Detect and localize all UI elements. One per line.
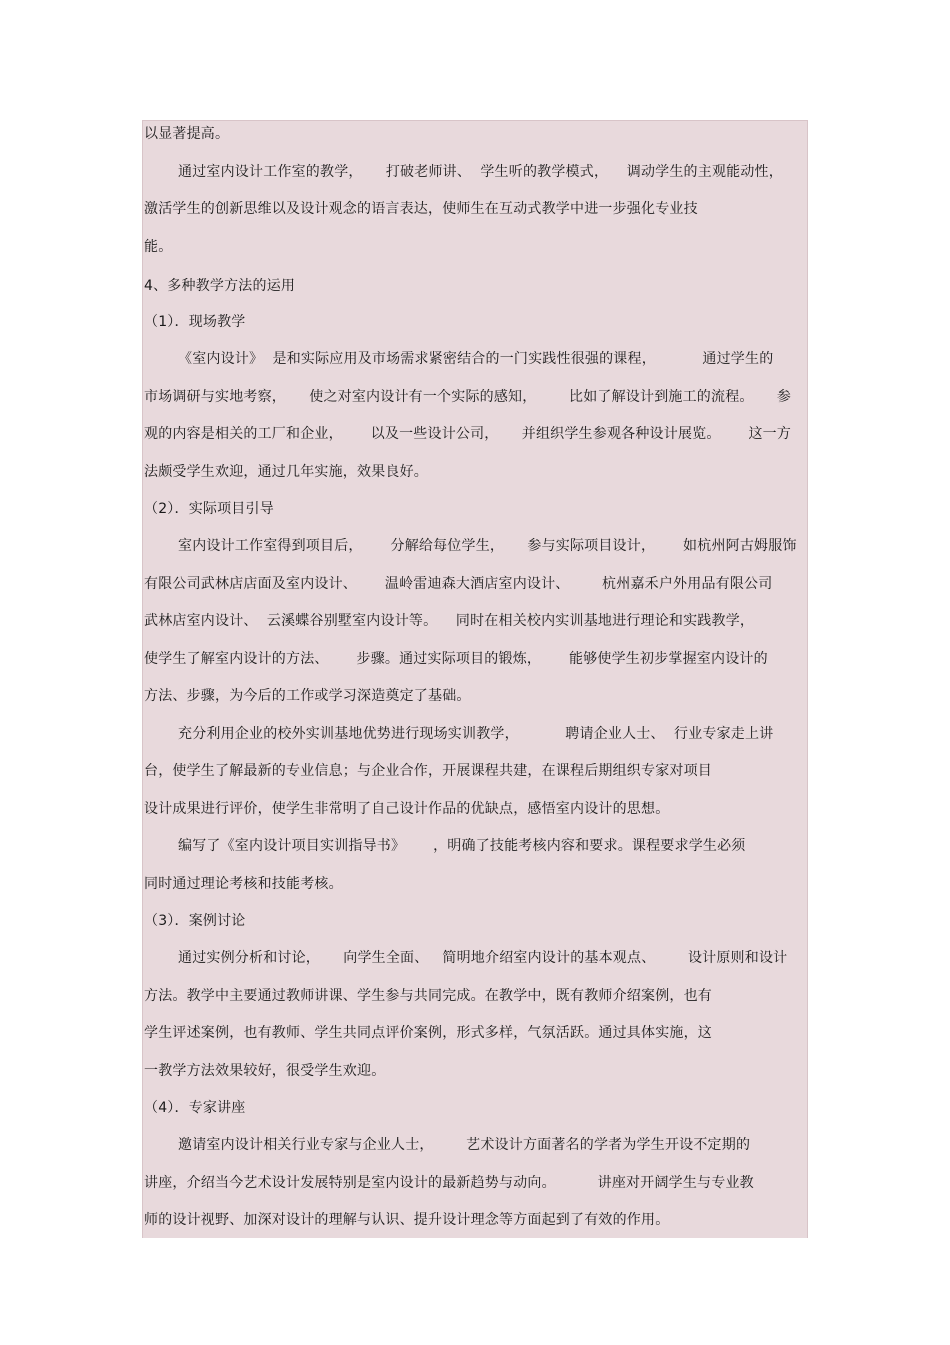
text-line: 学生评述案例，也有教师、学生共同点评价案例，形式多样，气氛活跃。通过具体实施，这 — [144, 1025, 712, 1041]
text-line: 法颇受学生欢迎，通过几年实施，效果良好。 — [144, 464, 428, 480]
text-line: （1）．现场教学 — [144, 314, 246, 330]
text-line: （2）．实际项目引导 — [144, 501, 274, 517]
text-line: 同时通过理论考核和技能考核。 — [144, 876, 343, 892]
text-line: 一教学方法效果较好，很受学生欢迎。 — [144, 1063, 386, 1079]
text-line: 设计成果进行评价，使学生非常明了自己设计作品的优缺点，感悟室内设计的思想。 — [144, 801, 670, 817]
text-line: 讲座，介绍当今艺术设计发展特别是室内设计的最新趋势与动向。 讲座对开阔学生与专业教 — [144, 1175, 754, 1191]
text-line: 市场调研与实地考察， 使之对室内设计有一个实际的感知， 比如了解设计到施工的流程。 参 — [144, 389, 792, 405]
text-line: 师的设计视野、加深对设计的理解与认识、提升设计理念等方面起到了有效的作用。 — [144, 1212, 670, 1228]
text-line: 通过实例分析和讨论， 向学生全面、 简明地介绍室内设计的基本观点、 设计原则和设计 — [178, 950, 788, 966]
text-line: 编写了《室内设计项目实训指导书》 ，明确了技能考核内容和要求。课程要求学生必须 — [178, 838, 746, 854]
text-line: 通过室内设计工作室的教学， 打破老师讲、 学生听的教学模式， 调动学生的主观能动性， — [178, 164, 783, 180]
text-line: 台，使学生了解最新的专业信息；与企业合作，开展课程共建，在课程后期组织专家对项目 — [144, 763, 712, 779]
text-line: 方法。教学中主要通过教师讲课、学生参与共同完成。在教学中，既有教师介绍案例，也有 — [144, 988, 712, 1004]
text-line: 武林店室内设计、 云溪蝶谷别墅室内设计等。 同时在相关校内实训基地进行理论和实践教学， — [144, 613, 755, 629]
text-line: （3）．案例讨论 — [144, 913, 246, 929]
text-line: 能。 — [144, 239, 173, 255]
text-line: 有限公司武林店店面及室内设计、 温岭雷迪森大酒店室内设计、 杭州嘉禾户外用品有限公司 — [144, 576, 773, 592]
text-line: 方法、步骤，为今后的工作或学习深造奠定了基础。 — [144, 688, 471, 704]
text-line: 《室内设计》 是和实际应用及市场需求紧密结合的一门实践性很强的课程， 通过学生的 — [178, 351, 774, 367]
text-line: 室内设计工作室得到项目后， 分解给每位学生， 参与实际项目设计， 如杭州阿古姆服饰 — [178, 538, 797, 554]
text-line: 4、多种教学方法的运用 — [144, 278, 296, 294]
text-line: 观的内容是相关的工厂和企业， 以及一些设计公司， 并组织学生参观各种设计展览。 这一方 — [144, 426, 792, 442]
text-line: 邀请室内设计相关行业专家与企业人士， 艺术设计方面著名的学者为学生开设不定期的 — [178, 1137, 751, 1153]
text-line: （4）．专家讲座 — [144, 1100, 246, 1116]
text-line: 充分利用企业的校外实训基地优势进行现场实训教学， 聘请企业人士、 行业专家走上讲 — [178, 726, 774, 742]
text-line: 以显著提高。 — [144, 126, 230, 142]
text-line: 使学生了解室内设计的方法、 步骤。通过实际项目的锻炼， 能够使学生初步掌握室内设计的 — [144, 651, 768, 667]
text-line: 激活学生的创新思维以及设计观念的语言表达，使师生在互动式教学中进一步强化专业技 — [144, 201, 698, 217]
